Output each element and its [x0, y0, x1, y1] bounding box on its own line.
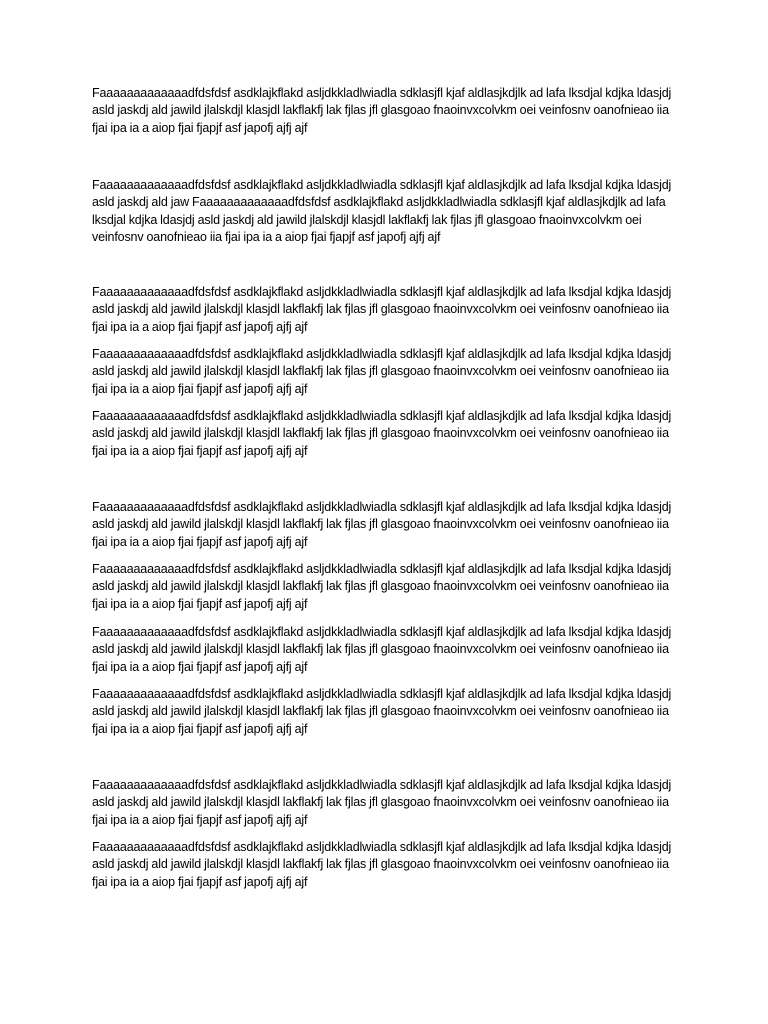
paragraph-5: Faaaaaaaaaaaaadfdsfdsf asdklajkflakd asljdkkladlwiadla sdklasjfl kjaf aldlasjkdjlk ad lafa lksdjal kdjka ldasjdj asld jaskdj ald jawild jlalskdjl klasjdl lakflakfj lak fjlas jfl glasgoao fnaoinvxcolvkm oei veinfosnv oanofnieao iia fjai ipa ia a aiop fjai fjapjf asf japofj ajfj ajf [92, 409, 672, 458]
paragraph-2: Faaaaaaaaaaaaadfdsfdsf asdklajkflakd asljdkkladlwiadla sdklasjfl kjaf aldlasjkdjlk ad lafa lksdjal kdjka ldasjdj asld jaskdj ald jaw Faaaaaaaaaaaaadfdsfdsf asdklajkflakd asljdkkladlwiadla sdklasjfl kjaf aldlasjkdjlk ad lafa lksdjal kdjka ldasjdj asld jaskdj ald jawild jlalskdjl klasjdl lakflakfj lak fjlas jfl glasgoao fnaoinvxcolvkm oei veinfosnv oanofnieao iia fjai ipa ia a aiop fjai fjapjf asf japofj ajfj ajf [92, 178, 672, 244]
paragraph-6: Faaaaaaaaaaaaadfdsfdsf asdklajkflakd asljdkkladlwiadla sdklasjfl kjaf aldlasjkdjlk ad lafa lksdjal kdjka ldasjdj asld jaskdj ald jawild jlalskdjl klasjdl lakflakfj lak fjlas jfl glasgoao fnaoinvxcolvkm oei veinfosnv oanofnieao iia fjai ipa ia a aiop fjai fjapjf asf japofj ajfj ajf [92, 500, 672, 549]
paragraph-3: Faaaaaaaaaaaaadfdsfdsf asdklajkflakd asljdkkladlwiadla sdklasjfl kjaf aldlasjkdjlk ad lafa lksdjal kdjka ldasjdj asld jaskdj ald jawild jlalskdjl klasjdl lakflakfj lak fjlas jfl glasgoao fnaoinvxcolvkm oei veinfosnv oanofnieao iia fjai ipa ia a aiop fjai fjapjf asf japofj ajfj ajf [92, 285, 672, 334]
paragraph-1: Faaaaaaaaaaaaadfdsfdsf asdklajkflakd asljdkkladlwiadla sdklasjfl kjaf aldlasjkdjlk ad lafa lksdjal kdjka ldasjdj asld jaskdj ald jawild jlalskdjl klasjdl lakflakfj lak fjlas jfl glasgoao fnaoinvxcolvkm oei veinfosnv oanofnieao iia fjai ipa ia a aiop fjai fjapjf asf japofj ajfj ajf [92, 86, 672, 135]
paragraph-8: Faaaaaaaaaaaaadfdsfdsf asdklajkflakd asljdkkladlwiadla sdklasjfl kjaf aldlasjkdjlk ad lafa lksdjal kdjka ldasjdj asld jaskdj ald jawild jlalskdjl klasjdl lakflakfj lak fjlas jfl glasgoao fnaoinvxcolvkm oei veinfosnv oanofnieao iia fjai ipa ia a aiop fjai fjapjf asf japofj ajfj ajf [92, 625, 672, 674]
paragraph-10: Faaaaaaaaaaaaadfdsfdsf asdklajkflakd asljdkkladlwiadla sdklasjfl kjaf aldlasjkdjlk ad lafa lksdjal kdjka ldasjdj asld jaskdj ald jawild jlalskdjl klasjdl lakflakfj lak fjlas jfl glasgoao fnaoinvxcolvkm oei veinfosnv oanofnieao iia fjai ipa ia a aiop fjai fjapjf asf japofj ajfj ajf [92, 778, 672, 827]
paragraph-7: Faaaaaaaaaaaaadfdsfdsf asdklajkflakd asljdkkladlwiadla sdklasjfl kjaf aldlasjkdjlk ad lafa lksdjal kdjka ldasjdj asld jaskdj ald jawild jlalskdjl klasjdl lakflakfj lak fjlas jfl glasgoao fnaoinvxcolvkm oei veinfosnv oanofnieao iia fjai ipa ia a aiop fjai fjapjf asf japofj ajfj ajf [92, 562, 672, 611]
paragraph-11: Faaaaaaaaaaaaadfdsfdsf asdklajkflakd asljdkkladlwiadla sdklasjfl kjaf aldlasjkdjlk ad lafa lksdjal kdjka ldasjdj asld jaskdj ald jawild jlalskdjl klasjdl lakflakfj lak fjlas jfl glasgoao fnaoinvxcolvkm oei veinfosnv oanofnieao iia fjai ipa ia a aiop fjai fjapjf asf japofj ajfj ajf [92, 840, 672, 889]
paragraph-4: Faaaaaaaaaaaaadfdsfdsf asdklajkflakd asljdkkladlwiadla sdklasjfl kjaf aldlasjkdjlk ad lafa lksdjal kdjka ldasjdj asld jaskdj ald jawild jlalskdjl klasjdl lakflakfj lak fjlas jfl glasgoao fnaoinvxcolvkm oei veinfosnv oanofnieao iia fjai ipa ia a aiop fjai fjapjf asf japofj ajfj ajf [92, 347, 672, 396]
paragraph-9: Faaaaaaaaaaaaadfdsfdsf asdklajkflakd asljdkkladlwiadla sdklasjfl kjaf aldlasjkdjlk ad lafa lksdjal kdjka ldasjdj asld jaskdj ald jawild jlalskdjl klasjdl lakflakfj lak fjlas jfl glasgoao fnaoinvxcolvkm oei veinfosnv oanofnieao iia fjai ipa ia a aiop fjai fjapjf asf japofj ajfj ajf [92, 687, 672, 736]
